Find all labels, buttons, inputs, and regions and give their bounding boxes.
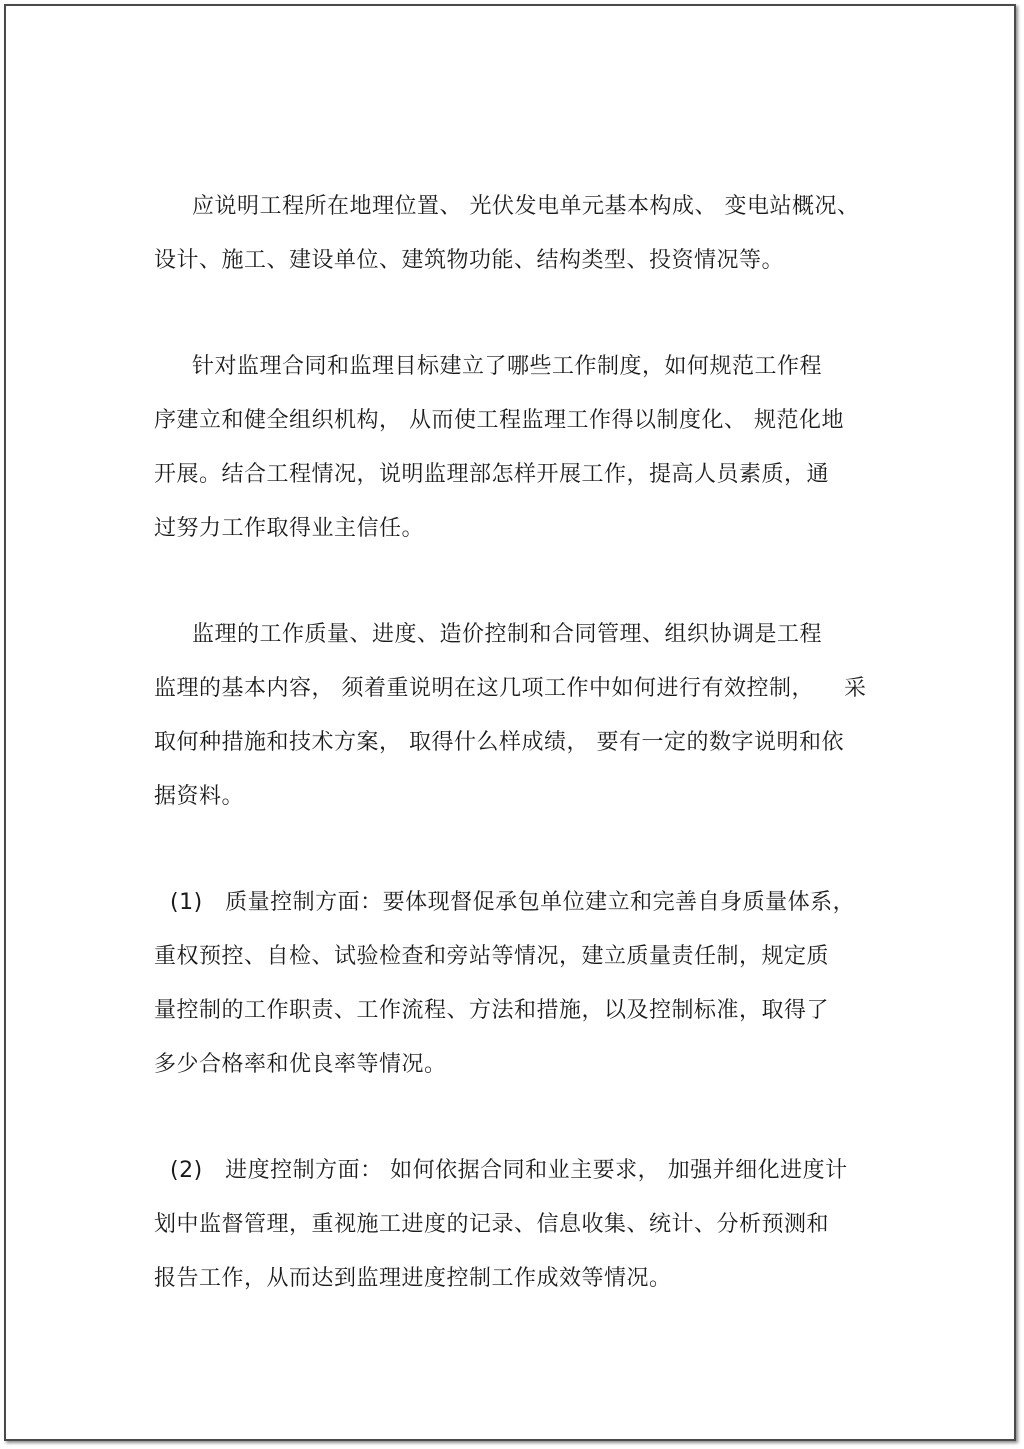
text-line: (2) 进度控制方面： 如何依据合同和业主要求， 加强并细化进度计 bbox=[170, 1158, 848, 1183]
text-line: 监理的工作质量、进度、造价控制和合同管理、组织协调是工程 bbox=[192, 622, 823, 647]
text-line: 划中监督管理，重视施工进度的记录、信息收集、统计、分析预测和 bbox=[154, 1212, 830, 1237]
text-line: 设计、施工、建设单位、建筑物功能、结构类型、投资情况等。 bbox=[154, 248, 785, 273]
text-line: 开展。结合工程情况，说明监理部怎样开展工作，提高人员素质，通 bbox=[154, 462, 830, 487]
paragraph-schedule-control bbox=[154, 1144, 874, 1306]
text-line: 报告工作，从而达到监理进度控制工作成效等情况。 bbox=[154, 1266, 672, 1291]
paragraph-project-overview bbox=[154, 180, 874, 288]
text-line: 针对监理合同和监理目标建立了哪些工作制度，如何规范工作程 bbox=[192, 354, 823, 379]
text-line: 过努力工作取得业主信任。 bbox=[154, 516, 425, 541]
page-content bbox=[154, 180, 874, 1358]
text-line: 重权预控、自检、试验检查和旁站等情况，建立质量责任制，规定质 bbox=[154, 944, 830, 969]
text-line: 取何种措施和技术方案， 取得什么样成绩， 要有一定的数字说明和依 bbox=[154, 730, 844, 755]
paragraph-supervision-content bbox=[154, 608, 874, 824]
paragraph-quality-control bbox=[154, 876, 874, 1092]
text-line: (1) 质量控制方面：要体现督促承包单位建立和完善自身质量体系， bbox=[170, 890, 856, 915]
text-line: 应说明工程所在地理位置、 光伏发电单元基本构成、 变电站概况、 bbox=[192, 194, 860, 219]
text-line: 序建立和健全组织机构， 从而使工程监理工作得以制度化、 规范化地 bbox=[154, 408, 844, 433]
text-line: 监理的基本内容， 须着重说明在这几项工作中如何进行有效控制， 采 bbox=[154, 676, 867, 701]
text-line: 量控制的工作职责、工作流程、方法和措施，以及控制标准，取得了 bbox=[154, 998, 830, 1023]
text-line: 据资料。 bbox=[154, 784, 245, 809]
paragraph-work-system bbox=[154, 340, 874, 556]
text-line: 多少合格率和优良率等情况。 bbox=[154, 1052, 447, 1077]
